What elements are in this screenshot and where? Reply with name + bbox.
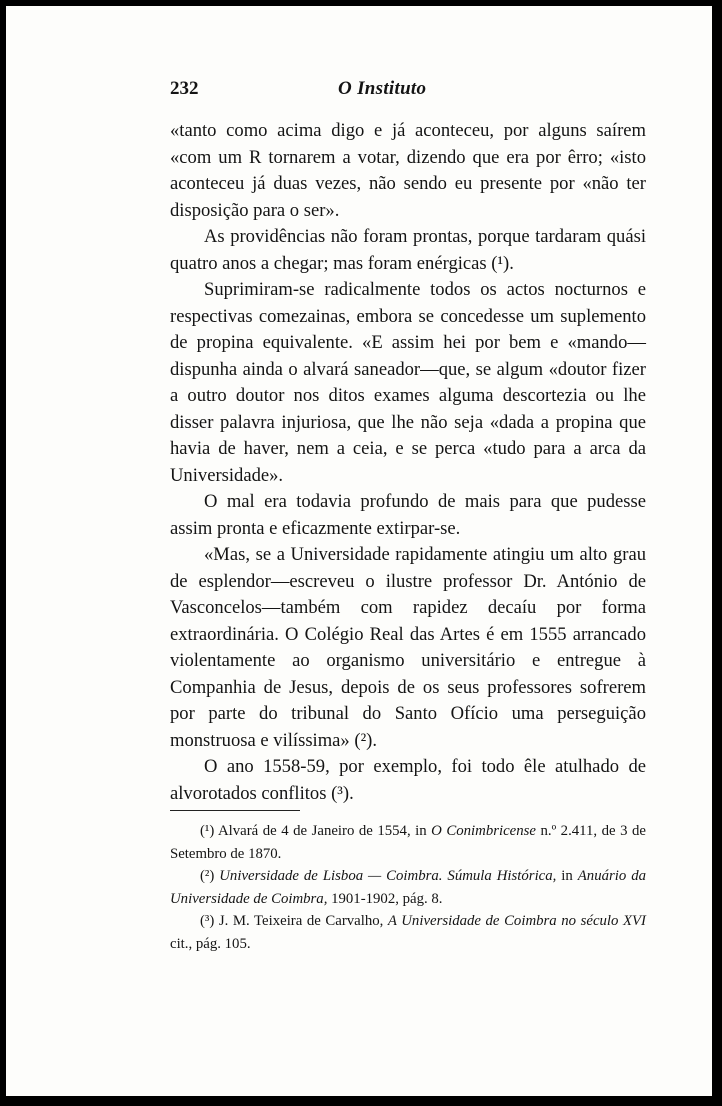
footnote-title: Universidade de Lisboa — Coimbra. Súmula Histórica, (219, 868, 557, 884)
footnote-text: Alvará de 4 de Janeiro de 1554, in (214, 823, 432, 839)
running-title: O Instituto (338, 78, 427, 99)
paragraph: O mal era todavia profundo de mais para que pudesse assim pronta e eficazmente extirpar-se. (170, 491, 646, 539)
paragraph: «tanto como acima digo e já aconteceu, por alguns saírem «com um R tornarem a votar, dizendo que era por êrro; «isto aconteceu já duas vezes, não sendo eu presente por «não ter disposição para o ser». (170, 120, 646, 221)
footnote-marker: (³) (200, 913, 215, 929)
footnote-title: O Conimbricense (431, 823, 536, 839)
paragraph: O ano 1558-59, por exemplo, foi todo êle atulhado de alvorotados conflitos (³). (170, 756, 646, 804)
paragraph: Suprimiram-se radicalmente todos os actos nocturnos e respectivas comezainas, embora se concedesse um suplemento de propina equivalente. «E assim hei por bem e «mando—dispunha ainda o alvará saneador—que, se algum «doutor fizer a outro doutor nos ditos exames alguma descortezia ou lhe disser palavra injuriosa, que lhe não seja «dada a propina que havia de haver, nem a ceia, e se perca «tudo para a arca da Universidade». (170, 279, 646, 486)
footnote-divider (170, 810, 300, 811)
page-header (170, 78, 646, 102)
footnote-text: J. M. Teixeira de Carvalho, (214, 913, 388, 929)
footnote-marker: (²) (200, 868, 215, 884)
footnote-marker: (¹) (200, 823, 215, 839)
body-text (170, 118, 646, 807)
footnotes (170, 820, 646, 955)
footnote-2 (170, 865, 646, 910)
footnote-3 (170, 910, 646, 955)
paragraph: «Mas, se a Universidade rapidamente atingiu um alto grau de esplendor—escreveu o ilustre professor Dr. António de Vasconcelos—também com rapidez decaíu por forma extraordinária. O Colégio Real das Artes é em 1555 arrancado violentamente ao organismo universitário e entregue à Companhia de Jesus, depois de os seus professores sofrerem por parte do tribunal do Santo Ofício uma perseguição monstruosa e vilíssima» (²). (170, 544, 646, 751)
book-page (6, 6, 712, 1096)
footnote-title: Anuário da Universidade de Coimbra, (170, 868, 647, 907)
footnote-text: in (556, 868, 578, 884)
paragraph: As providências não foram prontas, porque tardaram quási quatro anos a chegar; mas foram enérgicas (¹). (170, 226, 646, 274)
footnote-text: n.º 2.411, de 3 de Setembro de 1870. (170, 823, 646, 862)
page-number: 232 (170, 78, 199, 99)
footnote-text: cit., pág. 105. (170, 935, 251, 952)
footnote-1 (170, 820, 646, 865)
footnote-text: 1901-1902, pág. 8. (327, 890, 443, 907)
footnote-title: A Universidade de Coimbra no século XVI (387, 913, 646, 929)
